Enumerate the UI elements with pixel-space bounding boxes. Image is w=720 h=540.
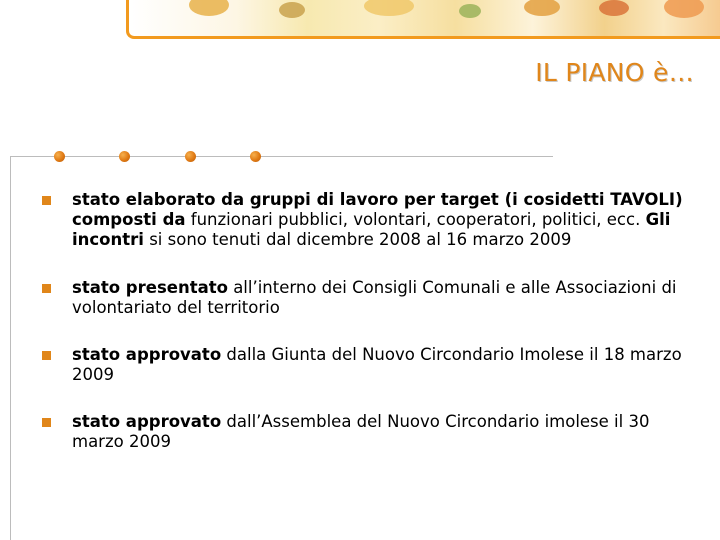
decorative-dot <box>54 151 65 162</box>
vertical-divider <box>10 156 11 540</box>
bullet-marker <box>42 418 51 427</box>
bullet-marker <box>42 196 51 205</box>
plain-text: dalla Giunta del Nuovo Circondario Imolese il 18 marzo 2009 <box>72 345 682 384</box>
page-title: IL PIANO è… <box>535 58 694 87</box>
bold-text: Gli incontri <box>72 210 671 249</box>
bullet-text <box>72 278 702 318</box>
plain-text: si sono tenuti dal dicembre 2008 al 16 marzo 2009 <box>143 230 572 249</box>
bold-text: stato approvato <box>72 345 222 364</box>
plain-text: all’interno dei Consigli Comunali e alle Associazioni di volontariato del territorio <box>72 278 677 317</box>
plain-text: funzionari pubblici, volontari, cooperatori, politici, ecc. <box>185 210 646 229</box>
plain-text: dall’Assemblea del Nuovo Circondario imolese il 30 marzo 2009 <box>72 412 650 451</box>
decorative-dot <box>119 151 130 162</box>
bullet-text <box>72 412 702 452</box>
bullet-text <box>72 190 702 250</box>
decorative-dot <box>250 151 261 162</box>
bullet-text <box>72 345 702 385</box>
bold-text: stato approvato <box>72 412 222 431</box>
decorative-dot <box>185 151 196 162</box>
header-banner-image <box>126 0 720 39</box>
bold-text: stato presentato <box>72 278 228 297</box>
bullet-marker <box>42 351 51 360</box>
bullet-marker <box>42 284 51 293</box>
horizontal-divider <box>10 156 553 157</box>
bold-text: stato elaborato da gruppi di lavoro per target (i cosidetti TAVOLI) composti da <box>72 190 683 229</box>
